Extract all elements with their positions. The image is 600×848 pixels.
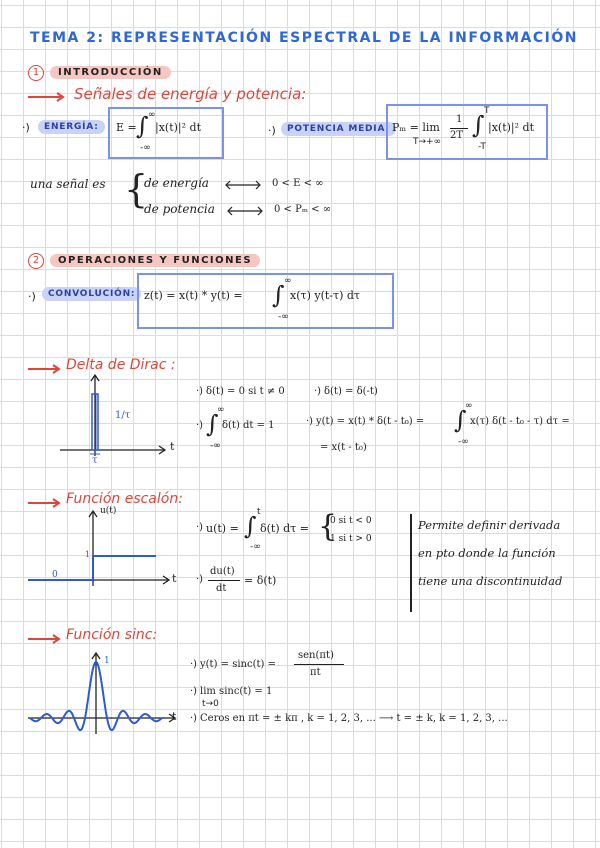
integral-icon: ∫ (206, 410, 219, 438)
escalon-def-left: u(t) = (206, 522, 239, 535)
delta-prop2: δ(t) = δ(-t) (324, 386, 378, 397)
sinc-zeros: Ceros en πt = ± kπ , k = 1, 2, 3, ... ⟶ t = ± k, k = 1, 2, 3, ... (200, 713, 508, 724)
sinc-def-den: πt (310, 667, 321, 678)
bullet: ·) (190, 659, 198, 670)
energia-formula-body: |x(t)|² dt (155, 121, 201, 134)
escalon-def-body: δ(t) dτ = (260, 522, 309, 535)
bullet: ·) (22, 121, 30, 134)
delta-prop3: δ(t) dt = 1 (222, 420, 275, 431)
int-lower: -T (478, 142, 486, 152)
peak-label: 1 (104, 656, 110, 666)
int-lower: -∞ (458, 437, 469, 447)
int-upper: t (257, 507, 261, 517)
width-label: τ (92, 455, 98, 466)
delta-plot (60, 372, 170, 472)
height-label: 1/τ (115, 410, 131, 421)
axis-t: t (172, 572, 177, 585)
int-lower: -∞ (210, 441, 221, 451)
sinc-def-num: sen(πt) (298, 650, 334, 661)
case-1: 0 si t < 0 (330, 516, 372, 526)
senales-heading: Señales de energía y potencia: (74, 85, 307, 103)
fraction-bar (450, 128, 468, 129)
convolucion-formula-body: x(τ) y(t-τ) dτ (290, 289, 361, 302)
note-line-3: tiene una discontinuidad (418, 574, 563, 588)
integral-icon: ∫ (472, 111, 485, 139)
axis-t: t (172, 710, 177, 723)
potencia-cond: 0 < Pₘ < ∞ (274, 204, 332, 215)
de-potencia: de potencia (144, 202, 215, 216)
energia-cond: 0 < E < ∞ (272, 178, 324, 189)
int-lower: -∞ (278, 312, 289, 322)
axis-t: t (170, 440, 175, 453)
brace-icon: { (318, 509, 338, 544)
int-upper: ∞ (284, 276, 292, 286)
sinc-lim: lim sinc(t) = 1 (200, 686, 273, 697)
double-arrow-icon (226, 206, 266, 216)
integral-icon: ∫ (272, 281, 285, 309)
deriv-right: = δ(t) (244, 574, 277, 587)
delta-heading: Delta de Dirac : (66, 357, 176, 373)
int-lower: -∞ (250, 542, 261, 552)
convolucion-label: CONVOLUCIÓN: (42, 287, 141, 301)
delta-prop4-result: = x(t - t₀) (320, 442, 367, 453)
arrow-right-icon (28, 92, 68, 102)
lim-sub: T→+∞ (413, 137, 442, 147)
int-upper: T (484, 106, 490, 116)
y-label: u(t) (100, 506, 117, 516)
escalon-heading: Función escalón: (66, 491, 183, 507)
potencia-formula-left: Pₘ = lim (392, 121, 440, 134)
note-line-2: en pto donde la función (418, 546, 556, 560)
int-upper: ∞ (465, 401, 473, 411)
delta-prop4-body: x(τ) δ(t - t₀ - τ) dτ = (470, 416, 570, 427)
arrow-right-icon (28, 634, 68, 644)
section-label: OPERACIONES Y FUNCIONES (50, 254, 260, 267)
int-upper: ∞ (217, 405, 225, 415)
note-line-1: Permite definir derivada (418, 518, 561, 532)
bullet: ·) (314, 386, 322, 397)
bullet: ·) (190, 686, 198, 697)
arrow-right-icon (28, 498, 68, 508)
fraction-bar (208, 580, 240, 581)
bullet: ·) (196, 522, 204, 533)
convolucion-formula-left: z(t) = x(t) * y(t) = (144, 289, 243, 302)
level-0: 0 (52, 570, 58, 580)
fraction-bar (294, 664, 344, 665)
section-label: INTRODUCCIÓN (50, 66, 171, 79)
integral-icon: ∫ (454, 406, 467, 434)
deriv-num: du(t) (210, 566, 235, 577)
note-divider (410, 514, 412, 612)
bullet: ·) (196, 574, 204, 585)
bullet: ·) (306, 416, 314, 427)
potencia-label: POTENCIA MEDIA: (281, 122, 396, 136)
integral-icon: ∫ (136, 112, 149, 140)
bullet: ·) (196, 420, 204, 431)
escalon-plot (28, 508, 178, 592)
delta-prop1: δ(t) = 0 si t ≠ 0 (206, 386, 285, 397)
int-upper: ∞ (148, 110, 156, 120)
delta-prop4-left: y(t) = x(t) * δ(t - t₀) = (316, 416, 425, 427)
section-number: 1 (28, 65, 44, 81)
energia-formula-left: E = (116, 121, 137, 134)
section-1-header (28, 60, 171, 81)
sinc-lim-sub: t→0 (202, 699, 219, 709)
potencia-formula-body: |x(t)|² dt (488, 121, 534, 134)
level-1: 1 (85, 550, 91, 559)
sinc-heading: Función sinc: (66, 627, 158, 643)
integral-icon: ∫ (244, 512, 257, 540)
bullet: ·) (28, 290, 36, 303)
bullet: ·) (268, 124, 276, 137)
de-energia: de energía (144, 176, 209, 190)
section-2-header (28, 248, 260, 269)
case-2: 1 si t > 0 (330, 534, 372, 544)
bullet: ·) (190, 713, 198, 724)
energia-label: ENERGÍA: (38, 120, 105, 134)
deriv-den: dt (216, 583, 227, 594)
frac-den: 2T (450, 130, 464, 141)
frac-num: 1 (456, 114, 463, 125)
page-title: TEMA 2: REPRESENTACIÓN ESPECTRAL DE LA INFORMACIÓN (30, 30, 578, 46)
int-lower: -∞ (140, 143, 151, 153)
brace-icon: { (124, 167, 149, 211)
section-number: 2 (28, 253, 44, 269)
bullet: ·) (196, 386, 204, 397)
double-arrow-icon (224, 180, 264, 190)
sinc-def-left: y(t) = sinc(t) = (200, 659, 276, 670)
una-senal-text: una señal es (30, 177, 106, 191)
